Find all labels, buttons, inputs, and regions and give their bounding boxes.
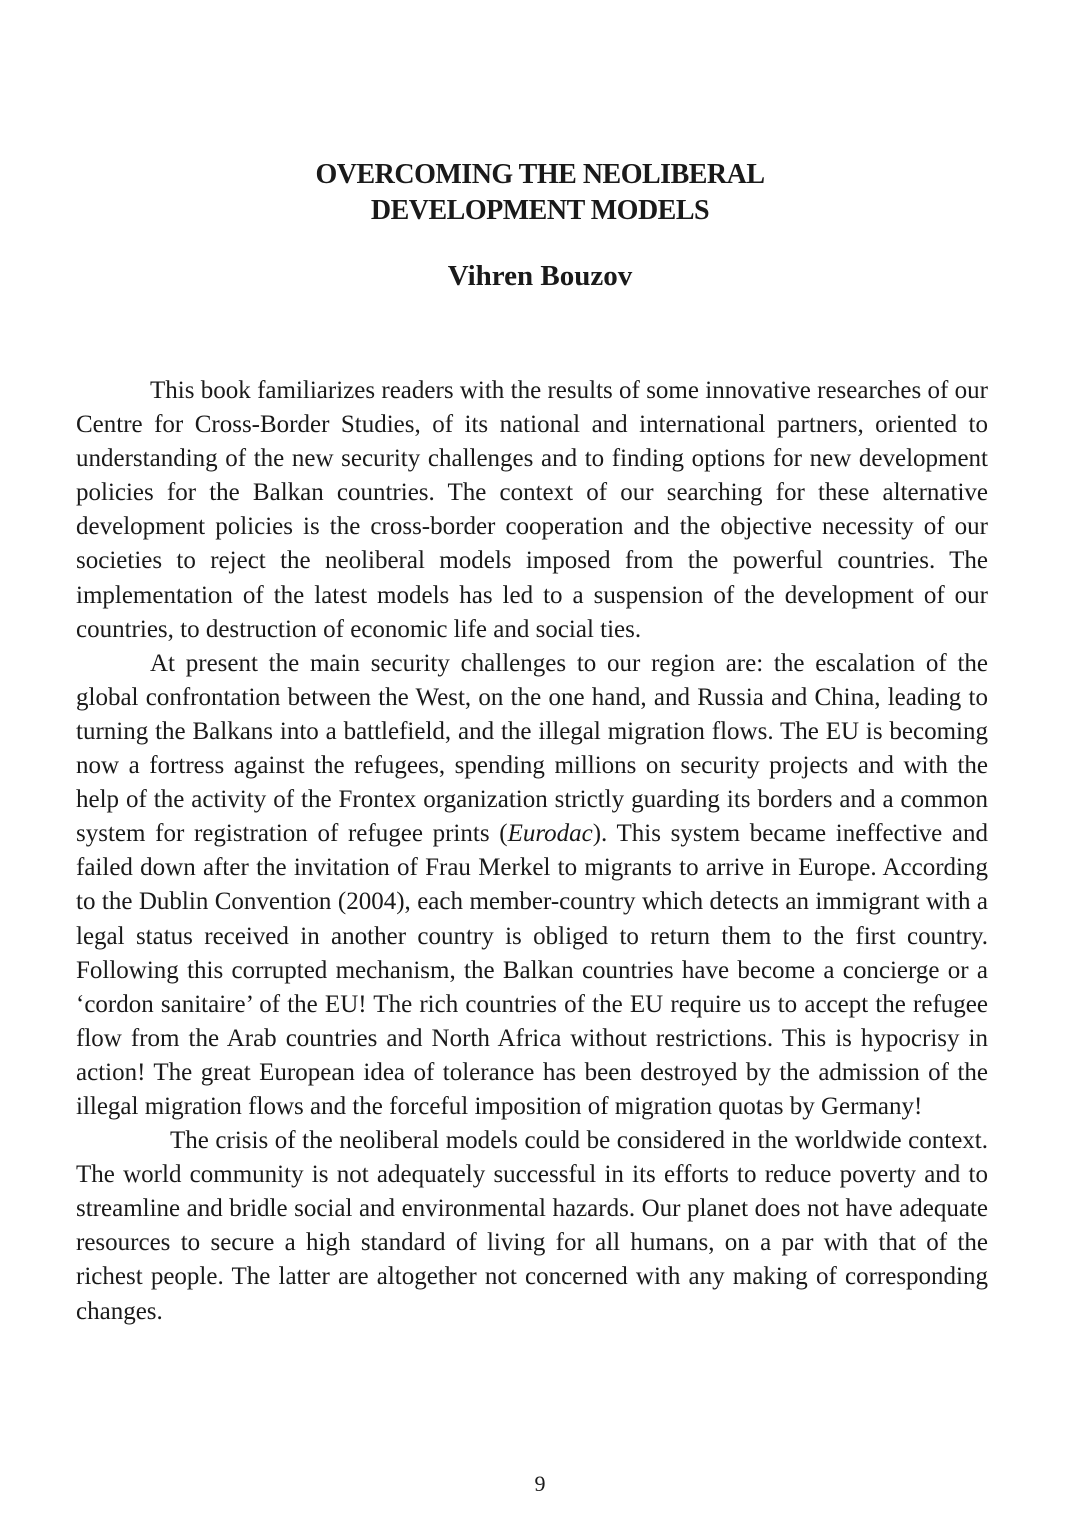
paragraph-1: This book familiarizes readers with the results of some innovative researches of our Centre for Cross-Border Studies, of its national and international partners, oriented to understanding of the new security challenges and to finding options for new development policies for the Balkan countries. The context of our searching for these alternative development policies is the cross-border cooperation and the objective necessity of our societies to reject the neoliberal models imposed from the powerful countries. The implementation of the latest models has led to a suspension of the development of our countries, to destruction of economic life and social ties. xyxy=(76,377,988,643)
paragraph-2-italic-term: Eurodac xyxy=(507,820,593,848)
chapter-title xyxy=(0,157,1080,229)
page-number: 9 xyxy=(534,1471,546,1496)
body-text xyxy=(76,374,988,1329)
chapter-title-line-1: OVERCOMING THE NEOLIBERAL xyxy=(315,158,765,190)
paragraph-2-text-b: ). This system became ineffective and failed down after the invitation of Frau Merkel to migrants to arrive in Europe. According to the Dublin Convention (2004), each member-country which detects an immigrant with a legal status received in another country is obliged to return them to the first country. Following this corrupted mechanism, the Balkan countries have become a concierge or a ‘cordon sanitaire’ of the EU! The rich countries of the EU require us to accept the refugee flow from the Arab countries and North Africa without restrictions. This is hypocrisy in action! The great European idea of tolerance has been destroyed by the admission of the illegal migration flows and the forceful imposition of migration quotas by Germany! xyxy=(76,820,988,1120)
paragraph-3: The crisis of the neoliberal models could be considered in the worldwide context. The world community is not adequately successful in its efforts to reduce poverty and to streamline and bridle social and environmental hazards. Our planet does not have adequate resources to secure a high standard of living for all humans, on a par with that of the richest people. The latter are altogether not concerned with any making of corresponding changes. xyxy=(76,1127,988,1325)
author-name: Vihren Bouzov xyxy=(447,260,633,292)
paragraph-2 xyxy=(76,647,988,1124)
chapter-title-line-2: DEVELOPMENT MODELS xyxy=(370,194,710,226)
paragraph-2-text-a: At present the main security challenges to our region are: the escalation of the global confrontation between the West, on the one hand, and Russia and China, leading to turning the Balkans into a battlefield, and the illegal migration flows. The EU is becoming now a fortress against the refugees, spending millions on security projects and with the help of the activity of the Frontex organization strictly guarding its borders and a common system for registration of refugee prints ( xyxy=(76,649,988,848)
